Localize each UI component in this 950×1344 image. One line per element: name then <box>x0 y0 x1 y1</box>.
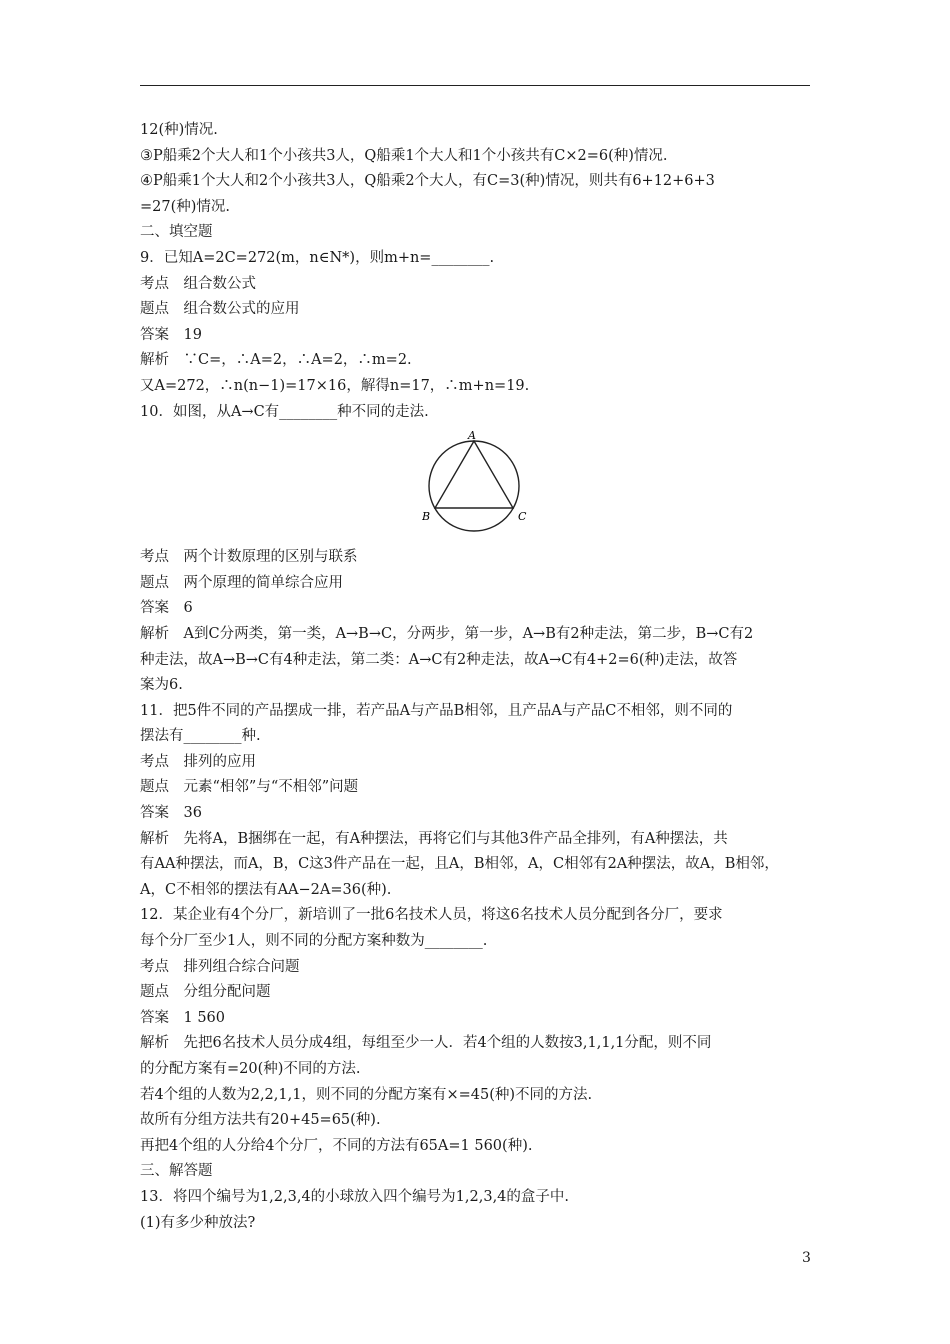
text-line: =27(种)情况. <box>140 198 231 215</box>
text-line: 考点 排列的应用 <box>140 753 256 770</box>
text-line: 解析 A到C分两类，第一类，A→B→C，分两步，第一步，A→B有2种走法，第二步，B→C有2 <box>140 625 754 642</box>
answer-line: 答案 19 <box>140 326 202 343</box>
circle-triangle-diagram <box>422 427 532 543</box>
text-line: ③P船乘2个大人和1个小孩共3人，Q船乘1个大人和1个小孩共有C×2=6(种)情况. <box>140 147 668 164</box>
question-11: 11．把5件不同的产品摆成一排，若产品A与产品B相邻，且产品A与产品C不相邻，则不同的 <box>140 702 733 719</box>
section-heading: 三、解答题 <box>140 1163 213 1180</box>
text-line: 摆法有________种. <box>140 728 261 745</box>
vertex-label-c: C <box>518 510 527 524</box>
text-line: ④P船乘1个大人和2个小孩共3人，Q船乘2个大人，有C=3(种)情况，则共有6+12+6+3 <box>140 173 715 190</box>
vertex-label-a: A <box>468 429 476 443</box>
text-line: 考点 排列组合综合问题 <box>140 958 300 975</box>
text-line: 题点 元素“相邻”与“不相邻”问题 <box>140 779 359 796</box>
text-line: 每个分厂至少1人，则不同的分配方案种数为________. <box>140 933 488 950</box>
text-line: 解析 ∵C=，∴A=2，∴A=2，∴m=2. <box>140 352 412 369</box>
text-line: 题点 组合数公式的应用 <box>140 301 300 318</box>
question-9: 9．已知A=2C=272(m，n∈N*)，则m+n=________. <box>140 249 495 266</box>
question-12: 12．某企业有4个分厂，新培训了一批6名技术人员，将这6名技术人员分配到各分厂，要求 <box>140 907 723 924</box>
vertex-label-b: B <box>422 510 431 524</box>
text-line: 题点 两个原理的简单综合应用 <box>140 574 343 591</box>
text-line: 有AA种摆法，而A，B，C这3件产品在一起，且A，B相邻，A，C相邻有2A种摆法，故A，B相邻， <box>140 856 779 873</box>
text-line: (1)有多少种放法? <box>140 1214 256 1231</box>
text-line: 题点 分组分配问题 <box>140 984 271 1001</box>
text-line: A，C不相邻的摆法有AA−2A=36(种). <box>140 881 392 898</box>
header-rule <box>140 85 810 86</box>
triangle-circle-figure <box>140 425 820 545</box>
text-line: 故所有分组方法共有20+45=65(种). <box>140 1112 381 1129</box>
section-heading: 二、填空题 <box>140 224 213 241</box>
question-10: 10．如图，从A→C有________种不同的走法. <box>140 403 429 420</box>
text-line: 解析 先把6名技术人员分成4组，每组至少一人．若4个组的人数按3,1,1,1分配，则不同 <box>140 1035 712 1052</box>
answer-line: 答案 1 560 <box>140 1009 226 1026</box>
text-line: 再把4个组的人分给4个分厂，不同的方法有65A=1 560(种). <box>140 1137 533 1154</box>
answer-line: 答案 6 <box>140 600 193 617</box>
circle-path <box>429 441 519 531</box>
text-line: 考点 两个计数原理的区别与联系 <box>140 549 358 566</box>
text-line: 若4个组的人数为2,2,1,1，则不同的分配方案有×=45(种)不同的方法. <box>140 1086 593 1103</box>
text-line: 案为6. <box>140 677 183 694</box>
text-line: 的分配方案有=20(种)不同的方法. <box>140 1061 361 1077</box>
text-line: 又A=272，∴n(n−1)=17×16，解得n=17，∴m+n=19. <box>140 377 530 394</box>
text-line: 考点 组合数公式 <box>140 275 256 292</box>
text-line: 解析 先将A，B捆绑在一起，有A种摆法，再将它们与其他3件产品全排列，有A种摆法，共 <box>140 830 728 847</box>
document-body <box>140 118 820 1236</box>
question-13: 13．将四个编号为1,2,3,4的小球放入四个编号为1,2,3,4的盒子中. <box>140 1188 570 1205</box>
text-line: 种走法，故A→B→C有4种走法，第二类：A→C有2种走法，故A→C有4+2=6(种)走法，故答 <box>140 651 738 668</box>
answer-line: 答案 36 <box>140 805 202 822</box>
text-line: 12(种)情况. <box>140 122 218 138</box>
page-number: 3 <box>802 1250 811 1266</box>
